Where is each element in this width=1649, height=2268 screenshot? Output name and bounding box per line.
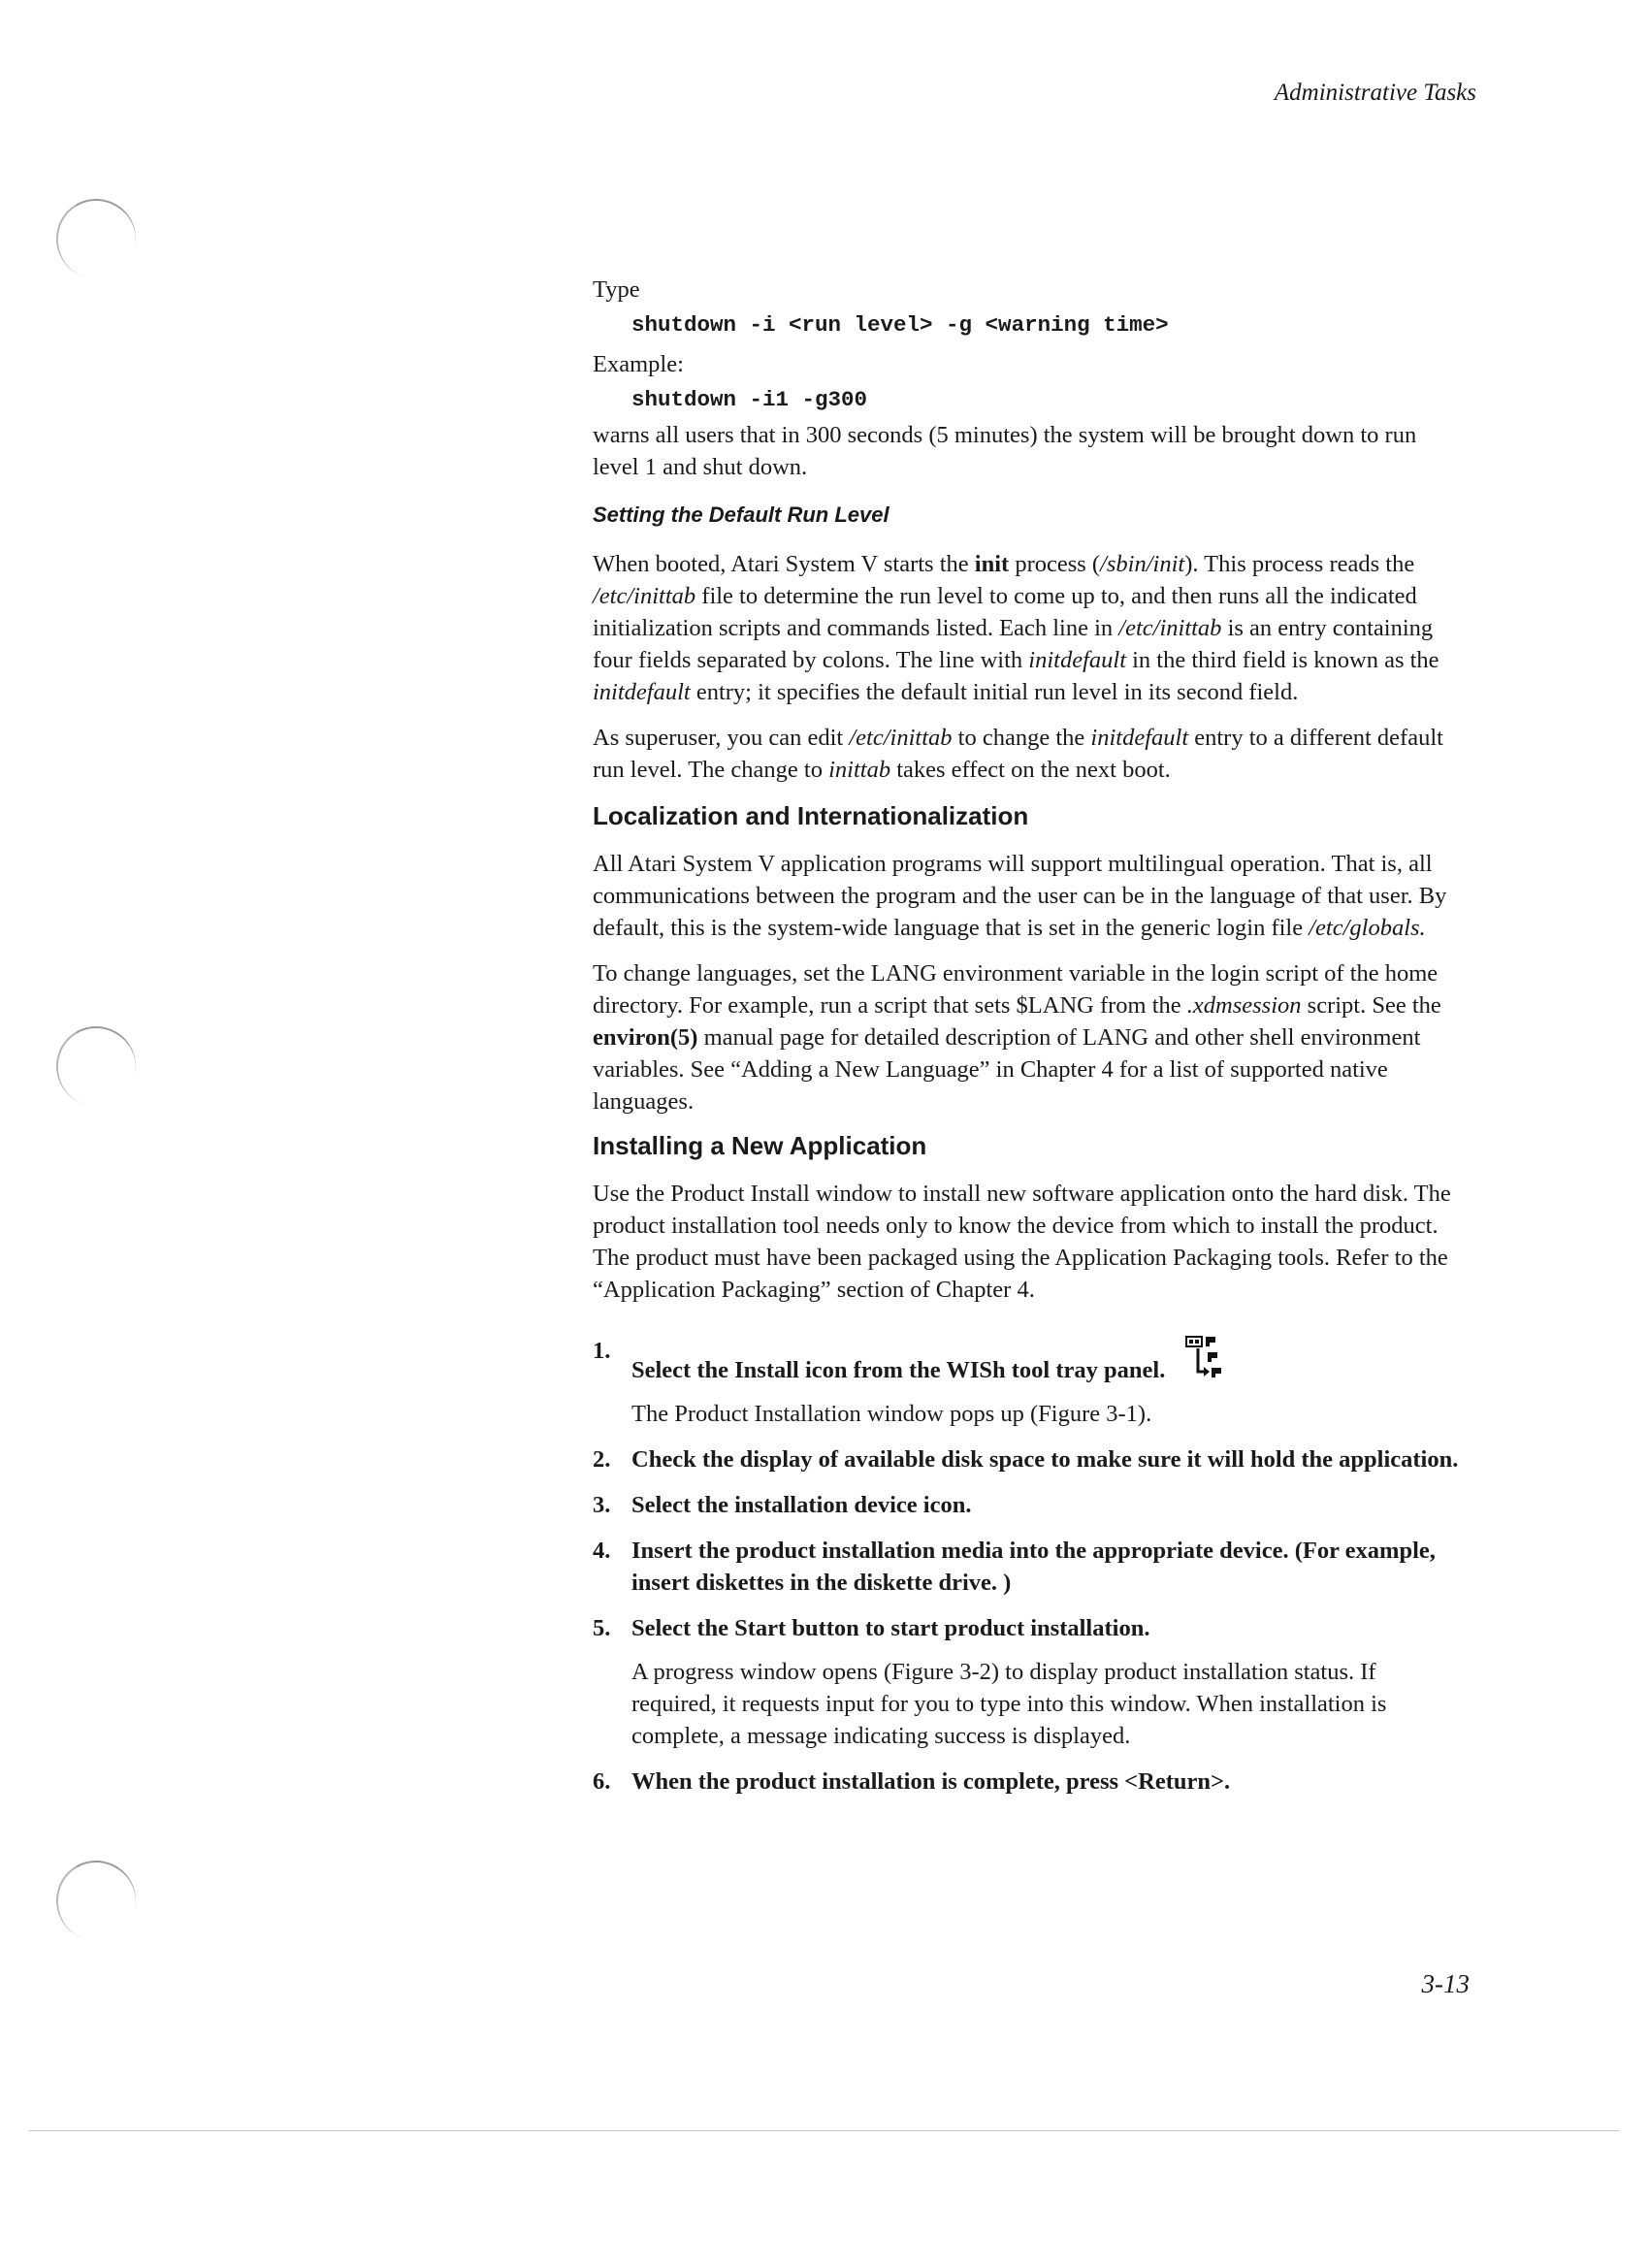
- page-body: [593, 270, 1466, 1811]
- binder-hole-bottom: [48, 1852, 144, 1948]
- default-run-level-paragraph-1: When booted, Atari System V starts the init process (/sbin/init). This process reads the /etc/inittab file to determine the run level to come up to, and then runs all the indicated initialization scripts and commands listed. Each line in /etc/inittab is an entry containing four fields separated by colons. The line with initdefault in the third field is known as the initdefault entry; it specifies the default initial run level in its second field.: [593, 551, 1439, 705]
- step-text: Select the installation device icon.: [631, 1492, 972, 1518]
- list-item: 4. Insert the product installation media into the appropriate device. (For example, insert diskettes in the diskette drive. ): [593, 1538, 1436, 1596]
- shutdown-example: shutdown -i1 -g300: [631, 387, 868, 412]
- type-label: Type: [593, 276, 640, 303]
- install-steps: [593, 1335, 1466, 1798]
- localization-paragraph-2: To change languages, set the LANG environment variable in the login script of the home directory. For example, run a script that sets $LANG from the .xdmsession script. See the environ(5) manual page for detailed description of LANG and other shell environment variables. See “Adding a New Language” in Chapter 4 for a list of supported native languages.: [593, 960, 1441, 1115]
- list-item: 1. Select the Install icon from the WISh tool tray panel. The Product Installation window pops up (Figure 3-1).: [593, 1335, 1466, 1430]
- install-intro: Use the Product Install window to install new software application onto the hard disk. The product installation tool needs only to know the device from which to install the product. The product must have been packaged using the Application Packaging tools. Refer to the “Application Packaging” section of Chapter 4.: [593, 1181, 1451, 1303]
- list-item: 6. When the product installation is complete, press <Return>.: [593, 1768, 1231, 1795]
- running-header: Administrative Tasks: [1274, 80, 1476, 106]
- binder-hole-middle: [48, 1018, 144, 1114]
- page-number: 3-13: [1421, 1969, 1470, 1998]
- step-text: Select the Start button to start product installation.: [631, 1615, 1150, 1641]
- step-note: The Product Installation window pops up (Figure 3-1).: [631, 1401, 1152, 1427]
- localization-heading: Localization and Internationalization: [593, 801, 1029, 830]
- list-item: 5. Select the Start button to start product installation. A progress window opens (Figure 3-2) to display product installation status. If required, it requests input for you to type into this window. When installation is complete, a message indicating success is displayed.: [593, 1612, 1466, 1752]
- shutdown-syntax: shutdown -i <run level> -g <warning time>: [631, 312, 1169, 338]
- install-heading: Installing a New Application: [593, 1131, 927, 1160]
- step-text: Select the Install icon from the WISh tool tray panel.: [631, 1357, 1166, 1383]
- step-text: Insert the product installation media into the appropriate device. (For example, insert diskettes in the diskette drive. ): [631, 1538, 1436, 1596]
- shutdown-description: warns all users that in 300 seconds (5 minutes) the system will be brought down to run level 1 and shut down.: [593, 422, 1417, 480]
- install-icon: [1184, 1335, 1223, 1381]
- list-item: 3. Select the installation device icon.: [593, 1492, 972, 1518]
- binder-hole-top: [48, 190, 144, 286]
- localization-paragraph-1: All Atari System V application programs will support multilingual operation. That is, all communications between the program and the user can be in the language of that user. By default, this is the system-wide language that is set in the generic login file /etc/globals.: [593, 851, 1447, 941]
- step-text: When the product installation is complete, press <Return>.: [631, 1768, 1231, 1795]
- example-label: Example:: [593, 351, 684, 377]
- default-run-level-paragraph-2: As superuser, you can edit /etc/inittab to change the initdefault entry to a different default run level. The change to inittab takes effect on the next boot.: [593, 725, 1443, 783]
- scan-edge-line: [29, 2130, 1620, 2131]
- step-note: A progress window opens (Figure 3-2) to display product installation status. If required, it requests input for you to type into this window. When installation is complete, a message indicating success is displayed.: [631, 1659, 1387, 1749]
- list-item: 2. Check the display of available disk space to make sure it will hold the application.: [593, 1446, 1459, 1473]
- step-text: Check the display of available disk space to make sure it will hold the application.: [631, 1446, 1459, 1473]
- default-run-level-heading: Setting the Default Run Level: [593, 502, 889, 527]
